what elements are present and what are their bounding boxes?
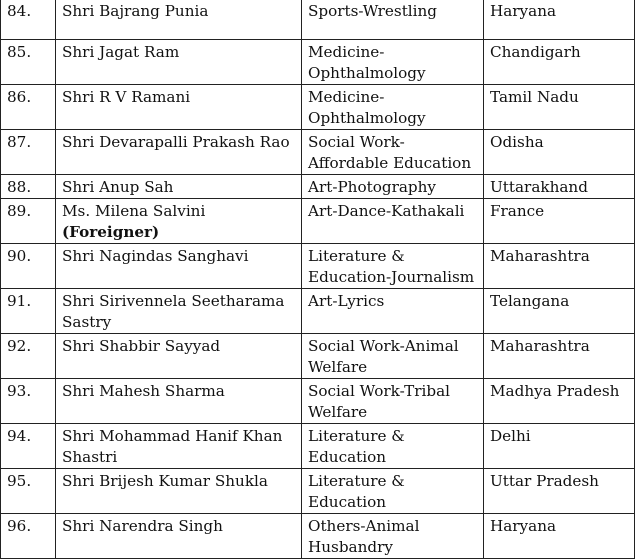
state-or-country: Odisha [484,130,635,175]
table-row [1,40,635,85]
table-row [1,175,635,199]
awardee-name: Ms. Milena Salvini [62,202,206,220]
serial-number: 94. [1,424,56,469]
awardee-name: Shri Brijesh Kumar Shukla [56,469,302,514]
serial-number: 85. [1,40,56,85]
state-or-country: Maharashtra [484,334,635,379]
serial-number: 84. [1,0,56,40]
state-or-country: Uttar Pradesh [484,469,635,514]
state-or-country: Madhya Pradesh [484,379,635,424]
awardee-name: Shri Nagindas Sanghavi [56,244,302,289]
table-row [1,0,635,40]
awardee-name: Shri Narendra Singh [56,514,302,559]
table-row [1,334,635,379]
serial-number: 88. [1,175,56,199]
table-row [1,289,635,334]
field-of-work: Literature & Education [302,424,484,469]
table-row [1,130,635,175]
state-or-country: France [484,199,635,244]
state-or-country: Tamil Nadu [484,85,635,130]
table-row [1,379,635,424]
field-of-work: Art-Photography [302,175,484,199]
table-row [1,424,635,469]
awardee-name: Shri R V Ramani [56,85,302,130]
serial-number: 91. [1,289,56,334]
field-of-work: Art-Lyrics [302,289,484,334]
awardee-name: Shri Devarapalli Prakash Rao [56,130,302,175]
foreigner-note: (Foreigner) [62,223,160,241]
awardee-name: Shri Mohammad Hanif Khan Shastri [56,424,302,469]
table-row [1,469,635,514]
field-of-work: Social Work-Animal Welfare [302,334,484,379]
table-row [1,85,635,130]
state-or-country: Haryana [484,514,635,559]
awardee-name: Shri Jagat Ram [56,40,302,85]
serial-number: 96. [1,514,56,559]
state-or-country: Chandigarh [484,40,635,85]
serial-number: 95. [1,469,56,514]
serial-number: 92. [1,334,56,379]
serial-number: 86. [1,85,56,130]
field-of-work: Literature & Education-Journalism [302,244,484,289]
field-of-work: Medicine-Ophthalmology [302,85,484,130]
serial-number: 93. [1,379,56,424]
field-of-work: Literature & Education [302,469,484,514]
serial-number: 89. [1,199,56,244]
serial-number: 90. [1,244,56,289]
awardee-name: Shri Mahesh Sharma [56,379,302,424]
table-row [1,244,635,289]
field-of-work: Others-Animal Husbandry [302,514,484,559]
state-or-country: Telangana [484,289,635,334]
awardee-name-cell [56,199,302,244]
state-or-country: Maharashtra [484,244,635,289]
field-of-work: Art-Dance-Kathakali [302,199,484,244]
field-of-work: Sports-Wrestling [302,0,484,40]
serial-number: 87. [1,130,56,175]
awardee-name: Shri Sirivennela Seetharama Sastry [56,289,302,334]
field-of-work: Social Work-Tribal Welfare [302,379,484,424]
state-or-country: Uttarakhand [484,175,635,199]
table-row [1,514,635,559]
awardee-name: Shri Shabbir Sayyad [56,334,302,379]
field-of-work: Medicine-Ophthalmology [302,40,484,85]
state-or-country: Haryana [484,0,635,40]
awardee-name: Shri Anup Sah [56,175,302,199]
state-or-country: Delhi [484,424,635,469]
table-row [1,199,635,244]
awardee-name: Shri Bajrang Punia [56,0,302,40]
field-of-work: Social Work-Affordable Education [302,130,484,175]
